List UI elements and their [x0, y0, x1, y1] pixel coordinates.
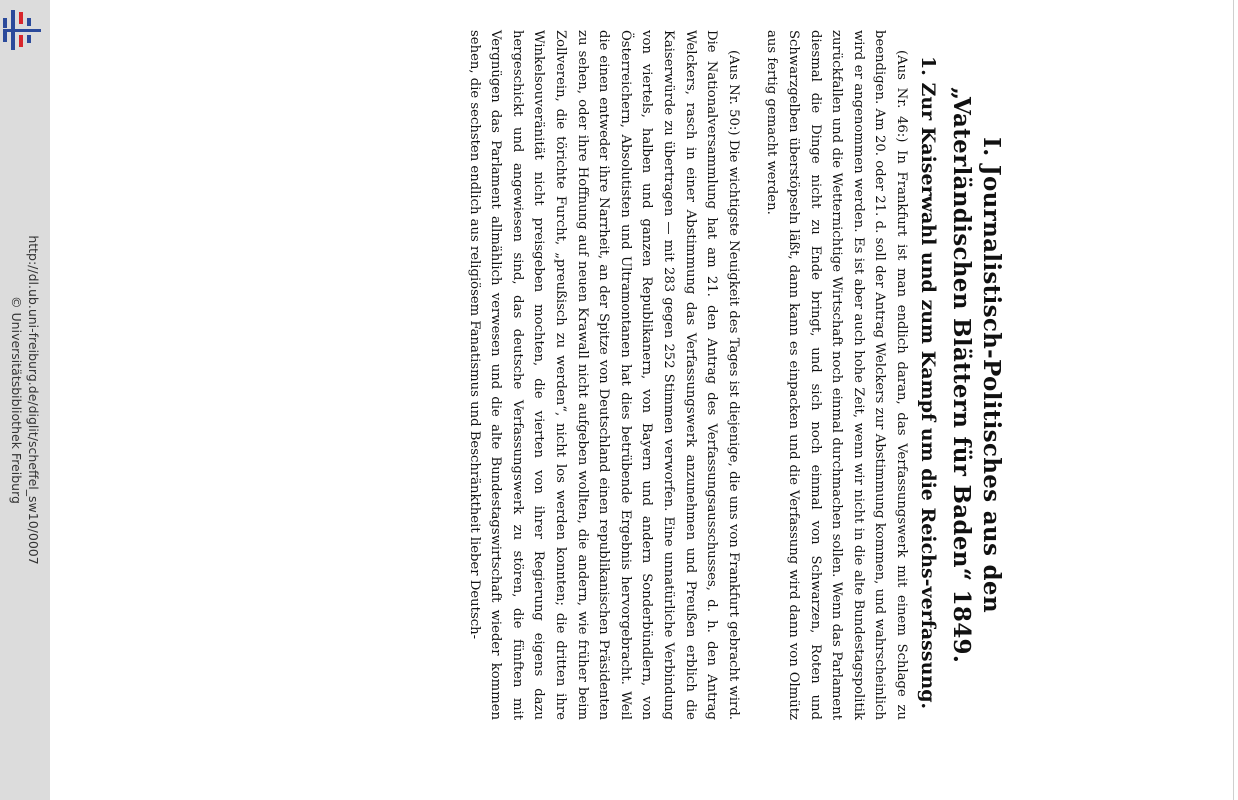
page-edge-divider	[1233, 0, 1234, 800]
sidebar	[0, 0, 50, 800]
chapter-title-line-1: I. Journalistisch-Politisches aus den	[978, 137, 1005, 613]
source-url-link[interactable]: http://dl.ub.uni-freiburg.de/diglit/scheffel_sw10/0007	[26, 235, 41, 565]
chapter-title	[946, 30, 1006, 720]
document-page-rotated	[466, 30, 1006, 720]
chapter-title-line-2: „Vaterländischen Blättern für Baden“ 1849.	[948, 86, 975, 664]
copyright-notice: © Universitätsbibliothek Freiburg	[9, 296, 24, 504]
sidebar-caption	[0, 0, 50, 800]
paragraph-nr-46: (Aus Nr. 46:) In Frankfurt ist man endlich daran, das Verfassungswerk mit einem Schlage zu beendigen. Am 20. oder 21. d. soll der Antrag Welckers zur Abstimmung kommen, und wahrscheinlich wird er angenommen werden. Es ist aber auch hohe Zeit, wenn wir nicht in die alte Bundestagspolitik zurückfallen und die Wetternichtige Wirtschaft noch einmal durchmachen sollen. Wenn das Parlament diesmal die Dinge nicht zu Ende bringt, und sich noch einmal von Schwarzen, Roten und Schwarzgelben überstöpseln läßt, dann kann es einpacken und die Verfassung wird dann von Olmütz aus fertig gemacht werden.	[764, 30, 909, 720]
section-heading: 1. Zur Kaiserwahl und zum Kampf um die Reichs-verfassung.	[917, 56, 939, 710]
scanned-page	[50, 0, 1238, 800]
paragraph-nr-50: (Aus Nr. 50:) Die wichtigste Neuigkeit des Tages ist diejenige, die uns von Frankfurt gebracht wird. Die Nationalversammlung hat am 21. den Antrag des Verfassungsausschusses, d. h. den Antrag Welckers, rasch in einer Abstimmung das Verfassungswerk anzunehmen und Preußen erblich die Kaiserwürde zu übertragen — mit 283 gegen 252 Stimmen verworfen. Eine unnatürliche Verbindung von viertels, halben und ganzen Republikanern, von Bayern und andern Sonderbündlern, von Österreichern, Absolutisten und Ultramontanen hat dies betrübende Ergebnis hervorgebracht. Weil die einen entweder ihre Narrheit, an der Spitze von Deutschland einen republikanischen Präsidenten zu sehen, oder ihre Hoffnung auf neuen Krawall nicht aufgeben wollten, die andern, wie früher beim Zollverein, die törichte Furcht, „preußisch zu werden“, nicht los werden konnten; die dritten ihre Winkelsouveränität nicht preisgeben mochten, die vierten von ihrer Regierung eigens dazu hergeschickt und angewiesen sind, das deutsche Verfassungswerk zu stören, die fünften mit Vergnügen das Parlament allmählich verwesen und die alte Bundestagswirtschaft wieder kommen sehen, die sechsten endlich aus religiösem Fanatismus und Beschränktheit lieber Deutsch-	[466, 30, 741, 720]
